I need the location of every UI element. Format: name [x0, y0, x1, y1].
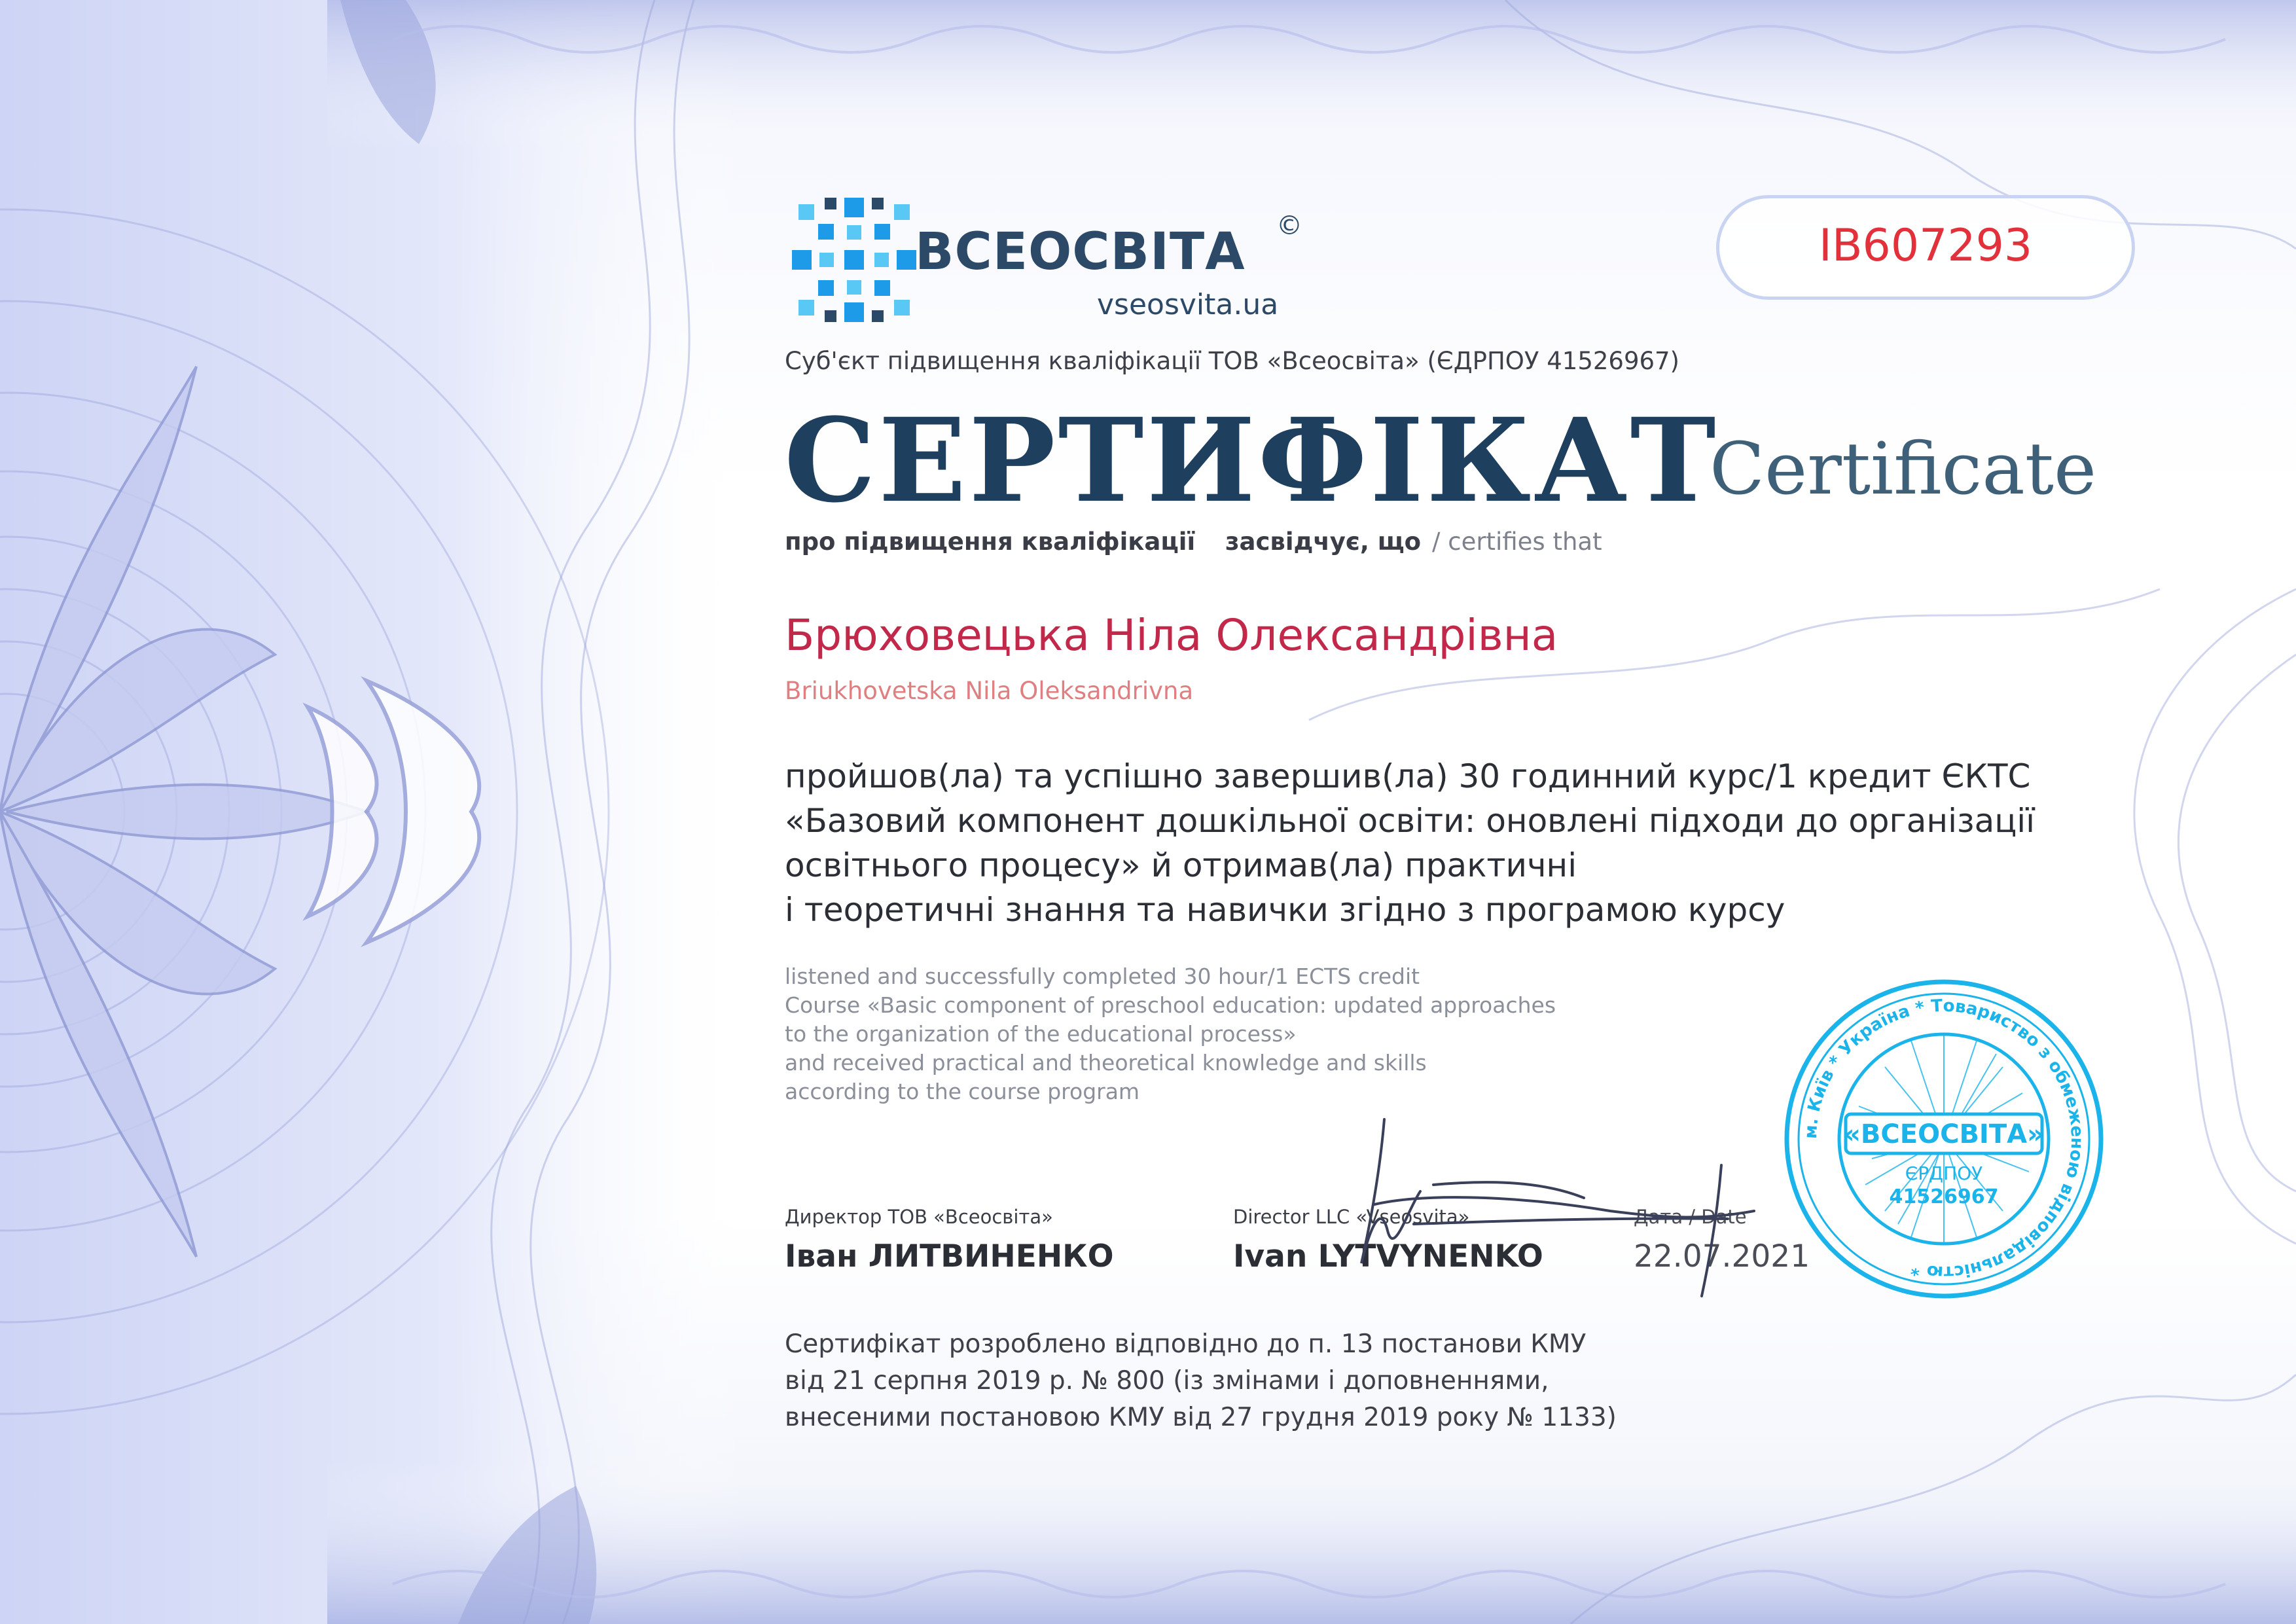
course-description-ua — [785, 754, 2172, 932]
recipient-name-en: Briukhovetska Nila Oleksandrivna — [785, 677, 1194, 705]
course-line-en: to the organization of the educational process» — [785, 1021, 1297, 1047]
seal-ring-text: м. Київ * Україна * Товариство з обмеженою відповідальністю * — [1801, 996, 2087, 1282]
course-line-en: Course «Basic component of preschool education: updated approaches — [785, 992, 1556, 1018]
certificate-title-en: Certificate — [1710, 427, 2097, 511]
snowflake-logo-icon — [785, 191, 923, 329]
qualification-subtitle: про підвищення кваліфікації — [785, 528, 1196, 556]
issue-date: 22.07.2021 — [1634, 1238, 1810, 1274]
director-name-en: Ivan LYTVYNENKO — [1233, 1238, 1543, 1274]
legal-line: Сертифікат розроблено відповідно до п. 13 постанови КМУ — [785, 1329, 1587, 1359]
issuer-subject-line: Суб'єкт підвищення кваліфікації ТОВ «Всеосвіта» (ЄДРПОУ 41526967) — [785, 347, 1679, 375]
certificate-title-ua: СЕРТИФІКАТ — [784, 393, 1719, 528]
course-description-en — [785, 962, 1556, 1106]
seal-center-text: «ВСЕОСВІТА» — [1844, 1119, 2044, 1149]
brand-name: ВСЕОСВІТА — [915, 223, 1246, 281]
course-line: пройшов(ла) та успішно завершив(ла) 30 годинний курс/1 кредит ЄКТС — [785, 757, 2031, 795]
seal-code: 41526967 — [1889, 1185, 1999, 1208]
director-signature — [1335, 1106, 1793, 1303]
legal-line: від 21 серпня 2019 р. № 800 (із змінами і доповненнями, — [785, 1366, 1549, 1396]
seal-code-label: ЄРДПОУ — [1905, 1163, 1983, 1184]
course-line: і теоретичні знання та навички згідно з програмою курсу — [785, 891, 1785, 929]
date-label: Дата / Date — [1634, 1206, 1747, 1228]
course-line: освітнього процесу» й отримав(ла) практичні — [785, 846, 1577, 884]
certificate-id: IB607293 — [1818, 220, 2033, 272]
brand-url: vseosvita.ua — [1097, 288, 1279, 321]
recipient-name-ua: Брюховецька Ніла Олександрівна — [785, 610, 1558, 660]
certifies-en: / certifies that — [1432, 528, 1602, 556]
legal-line: внесеними постановою КМУ від 27 грудня 2019 року № 1133) — [785, 1403, 1617, 1432]
official-seal — [1780, 975, 2108, 1303]
course-line-en: and received practical and theoretical knowledge and skills — [785, 1050, 1427, 1075]
copyright-mark: © — [1276, 211, 1302, 241]
course-line-en: listened and successfully completed 30 hour/1 ECTS credit — [785, 964, 1420, 989]
certifies-ua: засвідчує, що — [1225, 528, 1422, 556]
legal-notice — [785, 1326, 1617, 1436]
course-line-en: according to the course program — [785, 1079, 1140, 1104]
course-line: «Базовий компонент дошкільної освіти: оновлені підходи до організації — [785, 802, 2036, 840]
director-label-en: Director LLC «Vseosvita» — [1233, 1206, 1470, 1228]
director-name-ua: Іван ЛИТВИНЕНКО — [785, 1238, 1114, 1274]
director-label-ua: Директор ТОВ «Всеосвіта» — [785, 1206, 1053, 1228]
